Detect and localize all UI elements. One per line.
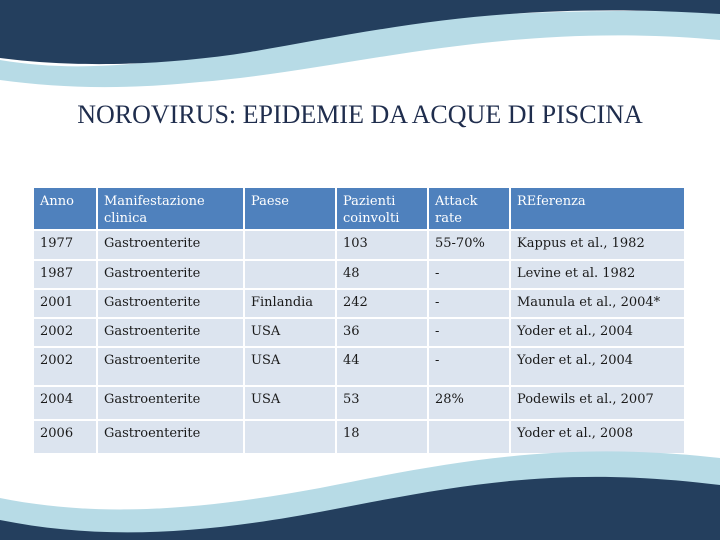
cell-attack-rate: - [429,348,509,385]
cell-attack-rate: - [429,290,509,317]
header-manifestazione: Manifestazione clinica [98,188,243,229]
cell-referenza: Levine et al. 1982 [511,261,684,288]
cell-attack-rate: 28% [429,387,509,419]
table-header-row [34,188,684,229]
cell-paese: USA [245,348,335,385]
table-row [34,231,684,259]
cell-anno: 2002 [34,348,96,385]
table-row [34,319,684,346]
cell-manifestazione: Gastroenterite [98,348,243,385]
cell-manifestazione: Gastroenterite [98,261,243,288]
cell-referenza: Yoder et al., 2008 [511,421,684,453]
bottom-wave-decoration [0,440,720,540]
cell-referenza: Maunula et al., 2004* [511,290,684,317]
header-attack-rate: Attack rate [429,188,509,229]
cell-paese: USA [245,319,335,346]
table-row [34,348,684,385]
cell-pazienti: 18 [337,421,427,453]
header-pazienti: Pazienti coinvolti [337,188,427,229]
cell-anno: 2001 [34,290,96,317]
cell-anno: 2006 [34,421,96,453]
cell-manifestazione: Gastroenterite [98,387,243,419]
cell-manifestazione: Gastroenterite [98,421,243,453]
header-anno: Anno [34,188,96,229]
cell-pazienti: 44 [337,348,427,385]
cell-manifestazione: Gastroenterite [98,290,243,317]
cell-referenza: Yoder et al., 2004 [511,319,684,346]
header-referenza: REferenza [511,188,684,229]
table-row [34,290,684,317]
cell-referenza: Yoder et al., 2004 [511,348,684,385]
cell-attack-rate: 55-70% [429,231,509,259]
top-wave-decoration [0,0,720,100]
cell-pazienti: 242 [337,290,427,317]
cell-paese [245,261,335,288]
slide-title: NOROVIRUS: EPIDEMIE DA ACQUE DI PISCINA [77,100,643,129]
cell-manifestazione: Gastroenterite [98,231,243,259]
cell-anno: 1987 [34,261,96,288]
cell-paese: USA [245,387,335,419]
cell-manifestazione: Gastroenterite [98,319,243,346]
cell-referenza: Kappus et al., 1982 [511,231,684,259]
header-paese: Paese [245,188,335,229]
outbreak-table [32,186,686,455]
cell-pazienti: 48 [337,261,427,288]
cell-anno: 2002 [34,319,96,346]
cell-paese [245,231,335,259]
cell-referenza: Podewils et al., 2007 [511,387,684,419]
cell-pazienti: 53 [337,387,427,419]
cell-attack-rate: - [429,319,509,346]
table-row [34,261,684,288]
cell-pazienti: 36 [337,319,427,346]
cell-paese: Finlandia [245,290,335,317]
table-row [34,387,684,419]
cell-anno: 2004 [34,387,96,419]
cell-anno: 1977 [34,231,96,259]
cell-pazienti: 103 [337,231,427,259]
cell-attack-rate: - [429,261,509,288]
